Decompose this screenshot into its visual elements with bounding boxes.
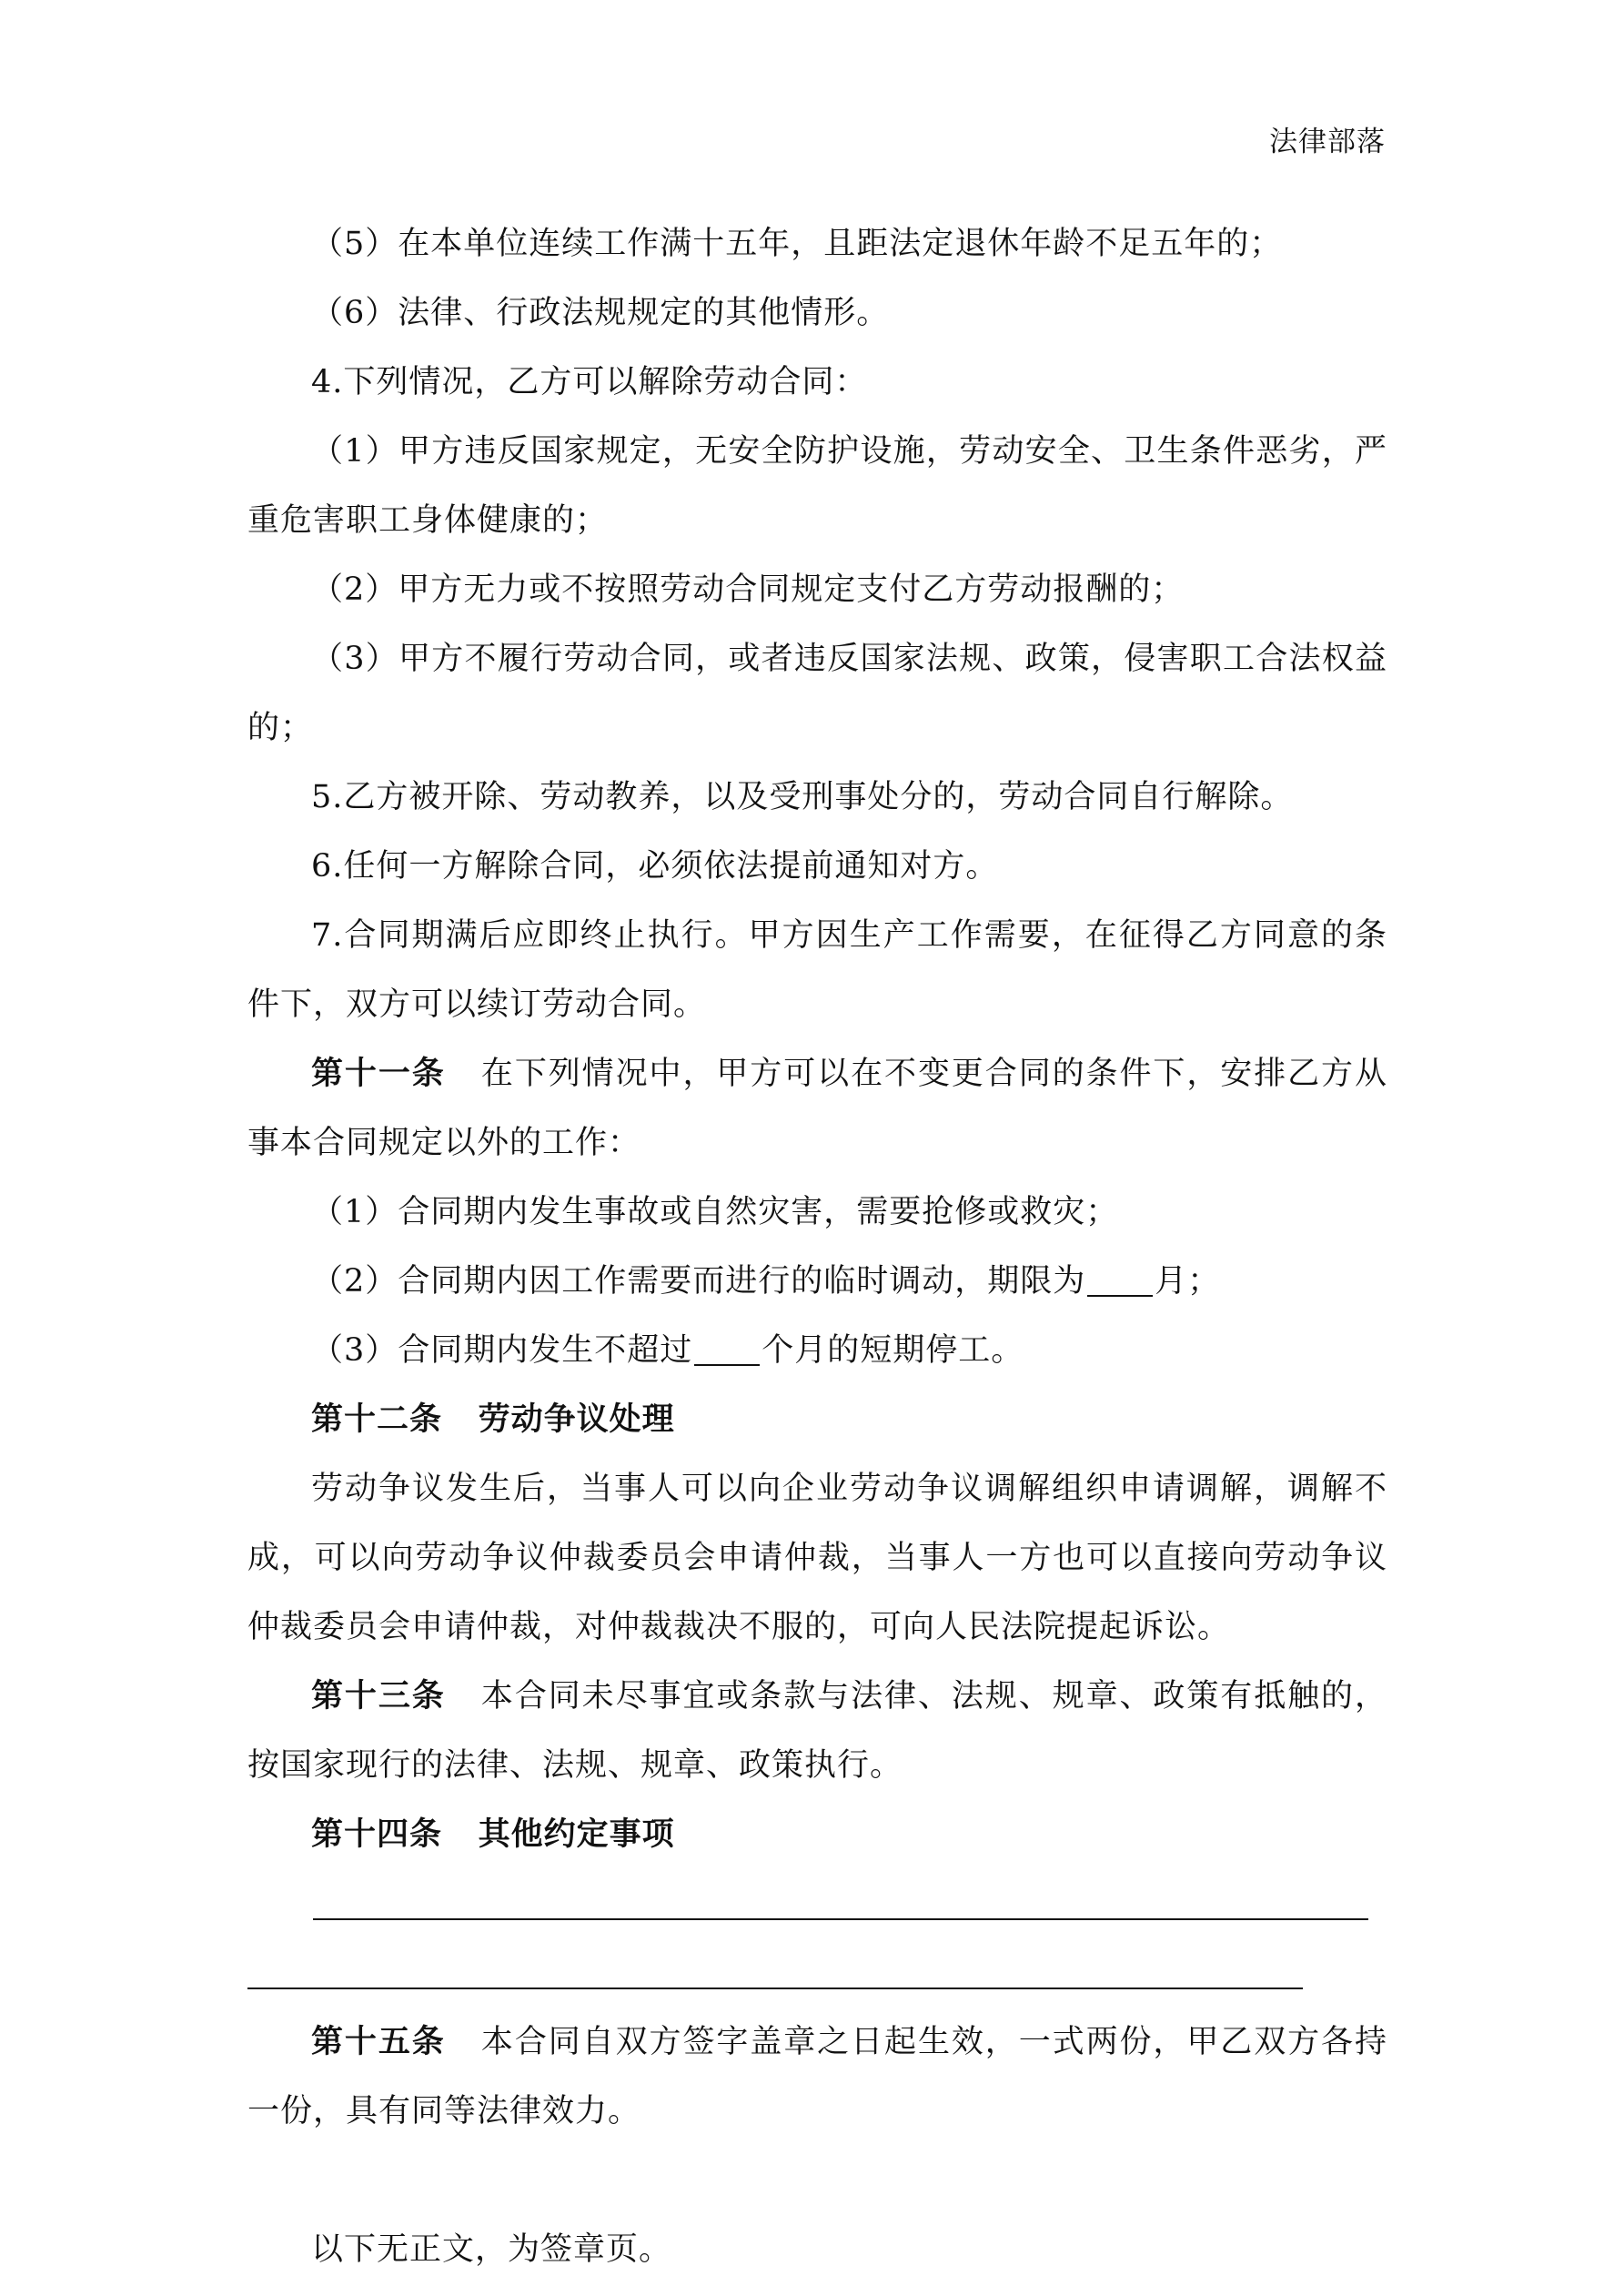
article-11-text: 在下列情况中，甲方可以在不变更合同的条件下，安排乙方从事本合同规定以外的工作： bbox=[247, 1056, 1387, 1161]
clause-item-6: （6）法律、行政法规规定的其他情形。 bbox=[311, 295, 890, 331]
fill-blank bbox=[694, 1332, 760, 1366]
article-14-heading bbox=[247, 1800, 1387, 1869]
clause-item-5: （5）在本单位连续工作满十五年，且距法定退休年龄不足五年的； bbox=[311, 226, 1283, 262]
article-13 bbox=[247, 1662, 1387, 1800]
clause-4-item-3: （3）甲方不履行劳动合同，或者违反国家法规、政策，侵害职工合法权益的； bbox=[247, 641, 1387, 746]
clause-4-item-1: （1）甲方违反国家规定，无安全防护设施，劳动安全、卫生条件恶劣，严重危害职工身体健康的； bbox=[247, 433, 1387, 539]
article-13-heading: 第十三条 bbox=[311, 1677, 446, 1714]
article-12-text: 劳动争议发生后，当事人可以向企业劳动争议调解组织申请调解，调解不成，可以向劳动争议仲裁委员会申请仲裁，当事人一方也可以直接向劳动争议仲裁委员会申请仲裁，对仲裁裁决不服的，可向人民法院提起诉讼。 bbox=[247, 1471, 1387, 1645]
article-12-number: 第十二条 bbox=[311, 1401, 443, 1438]
article-11-item-3-text: （3）合同期内发生不超过 bbox=[311, 1332, 693, 1369]
underline bbox=[313, 1918, 1368, 1920]
clause-4-intro: 4.下列情况，乙方可以解除劳动合同： bbox=[311, 364, 868, 400]
article-14-number: 第十四条 bbox=[311, 1816, 443, 1853]
document-body bbox=[247, 209, 1387, 2284]
article-13-text: 本合同未尽事宜或条款与法律、法规、规章、政策有抵触的，按国家现行的法律、法规、规章、政策执行。 bbox=[247, 1678, 1387, 1784]
clause-6: 6.任何一方解除合同，必须依法提前通知对方。 bbox=[311, 848, 999, 885]
clause-5: 5.乙方被开除、劳动教养，以及受刑事处分的，劳动合同自行解除。 bbox=[311, 779, 1294, 815]
article-11-heading: 第十一条 bbox=[311, 1055, 446, 1092]
article-11-item-3-suffix: 个月的短期停工。 bbox=[762, 1332, 1024, 1369]
article-11 bbox=[247, 1039, 1387, 1178]
article-12-heading bbox=[247, 1385, 1387, 1454]
fill-in-line-2 bbox=[247, 1938, 1387, 2008]
closing-note: 以下无正文，为签章页。 bbox=[311, 2231, 672, 2268]
article-15 bbox=[247, 2008, 1387, 2146]
underline bbox=[247, 1988, 1303, 1989]
article-11-item-1: （1）合同期内发生事故或自然灾害，需要抢修或救灾； bbox=[311, 1194, 1119, 1230]
article-11-item-2 bbox=[247, 1247, 1387, 1316]
article-15-heading: 第十五条 bbox=[311, 2023, 446, 2060]
fill-blank bbox=[1087, 1263, 1153, 1297]
article-11-item-3 bbox=[247, 1316, 1387, 1385]
fill-in-line-1 bbox=[247, 1869, 1387, 1938]
clause-4-item-2: （2）甲方无力或不按照劳动合同规定支付乙方劳动报酬的； bbox=[311, 571, 1185, 608]
article-11-item-2-suffix: 月； bbox=[1155, 1263, 1221, 1300]
page-header: 法律部落 bbox=[1269, 126, 1386, 158]
article-11-item-2-text: （2）合同期内因工作需要而进行的临时调动，期限为 bbox=[311, 1263, 1086, 1300]
article-14-title: 其他约定事项 bbox=[478, 1816, 675, 1853]
clause-7: 7.合同期满后应即终止执行。甲方因生产工作需要，在征得乙方同意的条件下，双方可以续订劳动合同。 bbox=[247, 917, 1387, 1023]
article-12-title: 劳动争议处理 bbox=[478, 1401, 675, 1438]
article-15-text: 本合同自双方签字盖章之日起生效，一式两份，甲乙双方各持一份，具有同等法律效力。 bbox=[247, 2024, 1387, 2129]
